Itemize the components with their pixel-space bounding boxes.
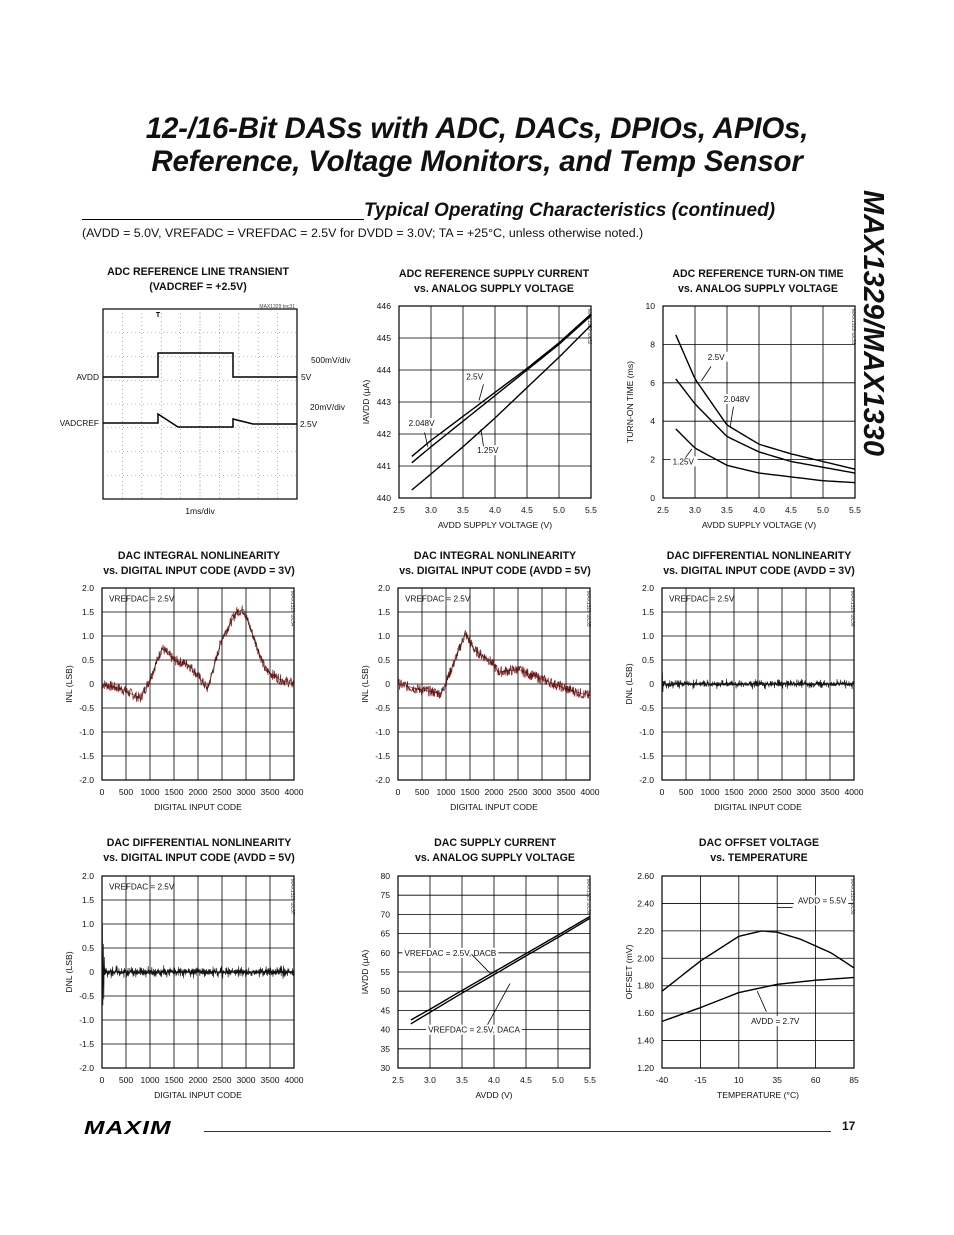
y-tick-label: -0.5 (375, 703, 390, 713)
y-tick-label: 0.5 (82, 655, 94, 665)
x-tick-label: -40 (655, 1075, 669, 1085)
x-tick-label: 4.0 (489, 505, 501, 515)
x-tick-label: 4000 (284, 787, 304, 797)
y-tick-label: -0.5 (79, 703, 94, 713)
series-line-3 (412, 325, 591, 490)
x-tick-label: 3.5 (457, 505, 469, 515)
chart-title-c3: ADC REFERENCE TURN-ON TIME vs. ANALOG SUPPLY VOLTAGE (672, 268, 844, 295)
y-axis-label: DNL (LSB) (64, 951, 74, 993)
y-tick-label: 442 (376, 429, 391, 439)
y-tick-label: 45 (380, 1005, 390, 1016)
y-tick-label: 35 (380, 1043, 390, 1054)
chart-c7 (56, 868, 316, 1106)
x-tick-label: 2000 (188, 787, 208, 797)
x-axis-label: TEMPERATURE (°C) (716, 1090, 800, 1100)
channel2-level: 2.5V (300, 419, 318, 429)
annotation-arrow (685, 449, 691, 458)
vref-annotation: VREFDAC = 2.5V (109, 594, 175, 604)
y-tick-label: 50 (380, 986, 390, 997)
y-tick-label: -1.0 (639, 727, 654, 737)
annotation-arrow (730, 407, 733, 427)
annotation-arrow (757, 991, 766, 1012)
chart-c4 (56, 582, 316, 818)
y-axis-label: OFFSET (mV) (624, 944, 634, 1000)
x-tick-label: 3500 (260, 787, 280, 797)
x-tick-label: 500 (118, 1075, 134, 1085)
y-tick-label: 65 (380, 928, 390, 939)
y-tick-label: 1.0 (642, 631, 654, 641)
y-tick-label: 0 (650, 493, 655, 503)
logo-text: MAXIM (84, 1117, 172, 1138)
x-tick-label: 1500 (164, 787, 184, 797)
x-tick-label: 2.5 (657, 505, 669, 515)
y-tick-label: 0 (89, 967, 94, 977)
y-tick-label: 2.00 (637, 953, 654, 964)
y-tick-label: -0.5 (79, 991, 94, 1001)
channel2-scale: 20mV/div (310, 402, 345, 412)
toc-code: MAX1329 toc36 (849, 591, 855, 627)
y-tick-label: 1.5 (82, 607, 94, 617)
x-tick-label: 1500 (164, 1075, 184, 1085)
x-tick-label: 4000 (844, 787, 864, 797)
x-tick-label: 5.5 (849, 505, 861, 515)
x-tick-label: 5.5 (585, 505, 597, 515)
y-tick-label: 0 (649, 679, 654, 689)
series-annotation: AVDD = 5.5V (797, 896, 847, 906)
y-tick-label: -1.5 (375, 751, 390, 761)
y-tick-label: 440 (376, 493, 391, 503)
x-tick-label: 1000 (140, 787, 160, 797)
vref-annotation: VREFDAC = 2.5V (109, 882, 175, 892)
toc-code: MAX1329 toc33 (850, 309, 856, 345)
x-tick-label: 1000 (700, 787, 720, 797)
x-tick-label: 3500 (556, 787, 576, 797)
y-tick-label: 0.5 (378, 655, 390, 665)
x-tick-label: 2500 (212, 1075, 232, 1085)
x-tick-label: 3.5 (721, 505, 733, 515)
y-tick-label: 4 (650, 416, 655, 427)
y-tick-label: -1.0 (79, 1015, 94, 1025)
x-tick-label: 4.0 (488, 1075, 500, 1085)
series-line-3 (676, 429, 855, 483)
y-tick-label: -1.0 (375, 727, 390, 737)
y-tick-label: -0.5 (639, 703, 654, 713)
series-annotation: 2.5V (466, 372, 484, 382)
series-annotation: AVDD = 2.7V (751, 1017, 800, 1027)
series-annotation: VREFDAC = 2.5V, DACB (404, 948, 497, 958)
y-axis-label: INL (LSB) (64, 665, 74, 703)
y-tick-label: 1.20 (637, 1063, 654, 1073)
x-tick-label: 2500 (772, 787, 792, 797)
y-tick-label: 2.0 (82, 871, 94, 881)
footer-rule (204, 1131, 831, 1132)
y-tick-label: 75 (380, 890, 390, 901)
x-tick-label: 500 (414, 787, 430, 797)
x-tick-label: 3.5 (456, 1075, 468, 1085)
page-title (0, 112, 954, 178)
y-tick-label: -1.5 (79, 1039, 94, 1049)
annotation-arrow (479, 384, 483, 400)
series-line-1 (411, 916, 590, 1020)
series-annotation: 2.048V (723, 395, 750, 404)
y-tick-label: 2.60 (637, 871, 654, 881)
x-tick-label: 0 (99, 787, 105, 797)
chart-c3 (616, 298, 874, 536)
x-tick-label: 4.5 (785, 505, 797, 515)
y-tick-label: 2.40 (637, 898, 654, 909)
series-annotation: 2.5V (707, 352, 725, 362)
y-tick-label: 10 (645, 301, 655, 311)
x-tick-label: 2000 (748, 787, 768, 797)
toc-code: MAX1329 toc35 (585, 591, 591, 627)
chart-title-c9: DAC OFFSET VOLTAGE vs. TEMPERATURE (698, 837, 820, 864)
y-tick-label: -2.0 (79, 1063, 94, 1073)
x-axis-label: DIGITAL INPUT CODE (450, 802, 538, 812)
y-tick-label: 445 (376, 333, 391, 343)
chart-title-c1: ADC REFERENCE LINE TRANSIENT (VADCREF = +2.5V) (107, 266, 289, 293)
channel2-label: VADCREF (60, 418, 99, 428)
y-tick-label: 2.0 (82, 583, 94, 593)
y-tick-label: 1.5 (82, 895, 94, 905)
x-tick-label: 10 (734, 1075, 744, 1085)
series-line-1 (662, 931, 854, 991)
x-tick-label: 3500 (260, 1075, 280, 1085)
y-axis-label: IAVDD (µA) (360, 949, 370, 995)
x-tick-label: 4000 (580, 787, 600, 797)
x-tick-label: 5.0 (552, 1075, 564, 1085)
annotation-arrow (488, 984, 510, 1025)
x-tick-label: 1000 (140, 1075, 160, 1085)
y-tick-label: 0.5 (642, 655, 654, 665)
x-tick-label: 3000 (796, 787, 816, 797)
y-tick-label: 60 (380, 947, 390, 958)
y-tick-label: 1.0 (378, 631, 390, 641)
y-tick-label: -2.0 (639, 775, 654, 785)
channel1-scale: 500mV/div (311, 355, 351, 365)
x-tick-label: 500 (678, 787, 694, 797)
title-line-1: 12-/16-Bit DASs with ADC, DACs, DPIOs, APIOs, (145, 112, 809, 145)
x-axis-label: AVDD (V) (475, 1090, 513, 1100)
section-title: Typical Operating Characteristics (continued) (364, 200, 776, 221)
toc-code: MAX1329 toc39 (849, 879, 855, 915)
y-tick-label: 30 (380, 1063, 390, 1073)
y-tick-label: 0 (89, 679, 94, 689)
series-line-2 (662, 977, 854, 1021)
channel1-level: 5V (301, 372, 312, 382)
test-conditions: (AVDD = 5.0V, VREFADC = VREFDAC = 2.5V for DVDD = 3.0V; TA = +25°C, unless otherwise noted.) (82, 226, 644, 240)
y-tick-label: 443 (376, 397, 391, 407)
chart-c9 (616, 868, 874, 1106)
chart-title-c6: DAC DIFFERENTIAL NONLINEARITY vs. DIGITAL INPUT CODE (AVDD = 3V) (663, 550, 855, 577)
y-axis-label: INL (LSB) (360, 665, 370, 703)
x-tick-label: 3.0 (425, 505, 437, 515)
x-tick-label: 1500 (724, 787, 744, 797)
y-tick-label: 2.0 (642, 583, 654, 593)
series-line-1 (676, 335, 855, 469)
y-tick-label: 2.20 (637, 925, 654, 936)
x-tick-label: 2500 (212, 787, 232, 797)
x-tick-label: 3.0 (689, 505, 701, 515)
y-tick-label: 6 (650, 377, 655, 388)
x-tick-label: 1000 (436, 787, 456, 797)
title-line-2: Reference, Voltage Monitors, and Temp Sensor (151, 145, 803, 178)
chart-c6 (616, 582, 874, 818)
x-tick-label: 3000 (236, 1075, 256, 1085)
x-tick-label: 5.0 (817, 505, 829, 515)
x-tick-label: 2000 (188, 1075, 208, 1085)
x-tick-label: 3.0 (424, 1075, 436, 1085)
y-axis-label: IAVDD (µA) (361, 379, 371, 425)
toc-code: MAX1329 toc34 (289, 591, 295, 627)
x-tick-label: 3000 (236, 787, 256, 797)
chart-title-c5: DAC INTEGRAL NONLINEARITY vs. DIGITAL INPUT CODE (AVDD = 5V) (399, 550, 591, 577)
chart-c8 (352, 868, 612, 1106)
y-tick-label: -1.0 (79, 727, 94, 737)
x-tick-label: 4.0 (753, 505, 765, 515)
annotation-arrow (701, 366, 711, 380)
side-title-text: MAX1329/MAX1330 (857, 190, 889, 456)
y-tick-label: -1.5 (79, 751, 94, 761)
toc-code: MAX1329 toc37 (289, 879, 295, 915)
x-axis-label: AVDD SUPPLY VOLTAGE (V) (437, 520, 553, 530)
chart-title-c7: DAC DIFFERENTIAL NONLINEARITY vs. DIGITAL INPUT CODE (AVDD = 5V) (103, 837, 295, 864)
y-tick-label: 1.0 (82, 919, 94, 929)
y-tick-label: 0 (385, 679, 390, 689)
x-tick-label: 2500 (508, 787, 528, 797)
toc-code: MAX1329 toc38 (585, 879, 591, 915)
x-tick-label: 35 (772, 1075, 782, 1085)
y-tick-label: 55 (380, 967, 390, 977)
x-tick-label: 85 (849, 1075, 859, 1085)
y-tick-label: 441 (376, 461, 391, 471)
vref-annotation: VREFDAC = 2.5V (669, 594, 735, 604)
chart-title-c2: ADC REFERENCE SUPPLY CURRENT vs. ANALOG SUPPLY VOLTAGE (398, 268, 590, 295)
section-rule (82, 219, 364, 220)
y-tick-label: 1.5 (378, 607, 390, 617)
y-tick-label: 1.40 (637, 1035, 654, 1046)
x-tick-label: 3000 (532, 787, 552, 797)
y-tick-label: 1.80 (637, 980, 654, 991)
x-tick-label: 2.5 (393, 505, 405, 515)
x-tick-label: 5.0 (553, 505, 565, 515)
vref-annotation: VREFDAC = 2.5V (405, 594, 471, 604)
series-line-2 (412, 314, 591, 456)
x-tick-label: 1500 (460, 787, 480, 797)
x-tick-label: -15 (694, 1075, 707, 1085)
y-tick-label: 444 (376, 365, 391, 375)
x-tick-label: 2.5 (392, 1075, 404, 1085)
chart-c2 (350, 298, 610, 536)
x-tick-label: 500 (118, 787, 134, 797)
chart-title-c8: DAC SUPPLY CURRENT vs. ANALOG SUPPLY VOLTAGE (415, 837, 575, 864)
annotation-arrow (481, 429, 484, 446)
page-number: 17 (842, 1119, 856, 1133)
y-tick-label: -2.0 (79, 775, 94, 785)
x-tick-label: 3500 (820, 787, 840, 797)
chart-title-c4: DAC INTEGRAL NONLINEARITY vs. DIGITAL INPUT CODE (AVDD = 3V) (103, 550, 295, 577)
x-tick-label: 5.5 (584, 1075, 596, 1085)
x-axis-label: DIGITAL INPUT CODE (154, 802, 242, 812)
x-axis-label: AVDD SUPPLY VOLTAGE (V) (701, 520, 817, 530)
toc-code: MAX1329 toc32 (586, 309, 592, 345)
y-tick-label: 2.0 (378, 583, 390, 593)
x-tick-label: 0 (395, 787, 401, 797)
series-annotation: 1.25V (672, 457, 695, 467)
x-tick-label: 4.5 (521, 505, 533, 515)
y-tick-label: 0.5 (82, 943, 94, 953)
chart-c1 (60, 298, 360, 523)
x-tick-label: 4.5 (520, 1075, 532, 1085)
x-tick-label: 2000 (484, 787, 504, 797)
y-tick-label: 1.0 (82, 631, 94, 641)
series-line-2 (411, 918, 590, 1024)
y-tick-label: 40 (380, 1024, 390, 1035)
series-annotation: 1.25V (477, 446, 499, 456)
series-annotation: VREFDAC = 2.5V, DACA (428, 1025, 520, 1035)
y-tick-label: 70 (380, 909, 390, 920)
x-tick-label: 0 (659, 787, 665, 797)
x-axis-label: DIGITAL INPUT CODE (154, 1090, 242, 1100)
x-axis-label: DIGITAL INPUT CODE (714, 802, 802, 812)
channel1-label: AVDD (76, 372, 99, 382)
x-axis-label: 1ms/div (185, 506, 215, 516)
toc-code: MAX1329 toc31 (259, 304, 295, 310)
maxim-logo (84, 1116, 196, 1138)
series-line-2 (676, 379, 855, 473)
y-axis-label: DNL (LSB) (624, 663, 634, 705)
trigger-marker: T (155, 312, 161, 319)
x-tick-label: 4000 (284, 1075, 304, 1085)
y-tick-label: 446 (376, 301, 391, 311)
chart-c5 (352, 582, 612, 818)
y-axis-label: TURN-ON TIME (ms) (625, 361, 635, 443)
y-tick-label: -2.0 (375, 775, 390, 785)
series-annotation: 2.048V (408, 419, 435, 428)
x-tick-label: 60 (810, 1075, 821, 1085)
y-tick-label: -1.5 (639, 751, 654, 761)
y-tick-label: 1.60 (637, 1008, 654, 1019)
y-tick-label: 2 (650, 454, 655, 465)
y-tick-label: 1.5 (642, 607, 654, 617)
y-tick-label: 8 (650, 339, 655, 350)
y-tick-label: 80 (380, 871, 390, 881)
x-tick-label: 0 (99, 1075, 105, 1085)
